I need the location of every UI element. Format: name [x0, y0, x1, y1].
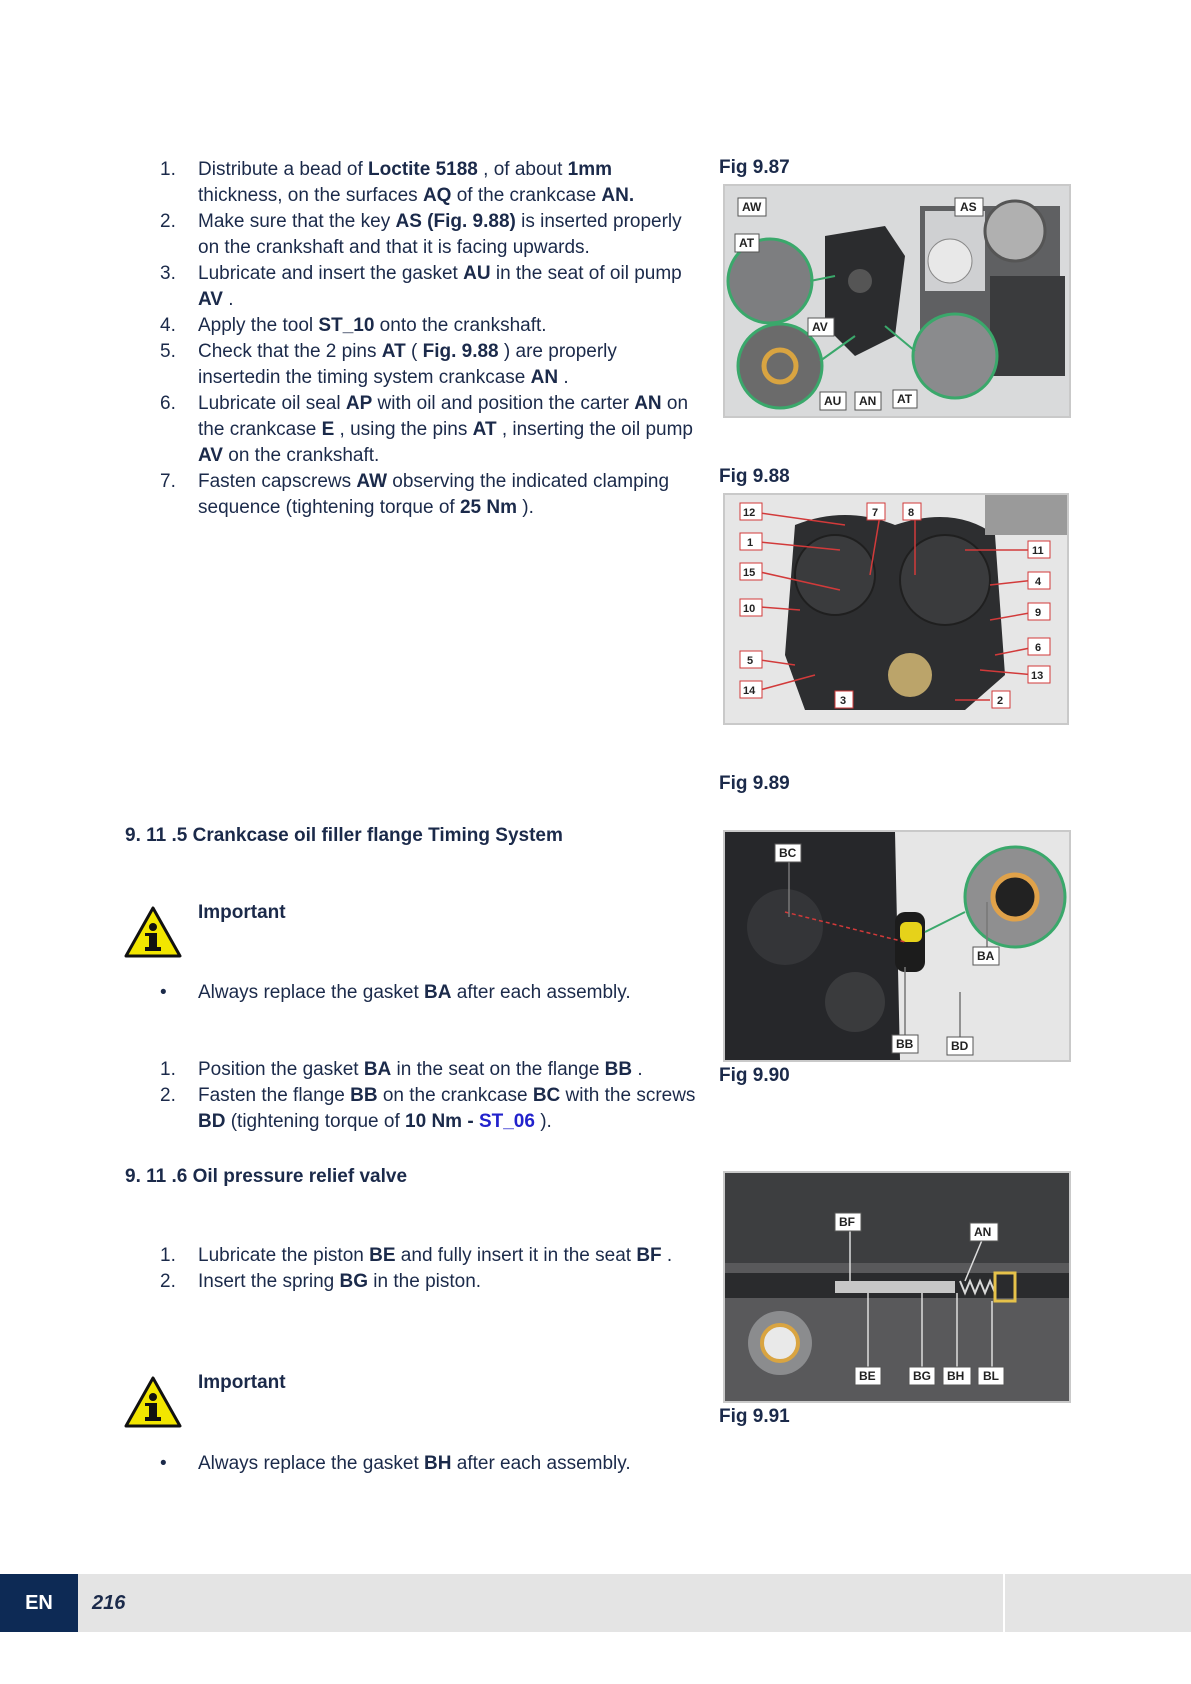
step-code: AS (Fig. 9.88): [395, 211, 516, 232]
step-text: (: [405, 341, 423, 362]
fig88-label-10: 10: [743, 603, 756, 615]
fig88-label-4: 4: [1035, 576, 1042, 588]
step-number: 1.: [160, 1245, 176, 1266]
bullet-text: Always replace the gasket: [198, 1453, 425, 1474]
step-text: .: [661, 1245, 673, 1266]
footer-divider: [1003, 1574, 1005, 1632]
step-text: (tightening torque of: [225, 1111, 406, 1132]
fig87-label-at-right: AT: [897, 392, 913, 406]
step-number: 3.: [160, 263, 176, 284]
step-code: Loctite 5188: [368, 159, 478, 180]
step-text: ).: [534, 1111, 552, 1132]
step-text: , using the pins: [334, 419, 473, 440]
fig90-label-be: BE: [859, 1369, 876, 1383]
fig88-label-9: 9: [1035, 607, 1042, 619]
step-text: .: [558, 367, 569, 388]
step-text: Distribute a bead of: [198, 159, 369, 180]
step-item: [160, 157, 700, 209]
step-text: Position the gasket: [198, 1059, 364, 1080]
step-code: Fig. 9.88: [422, 341, 499, 362]
section-9-11-5-heading: 9. 11 .5 Crankcase oil filler flange Timing System: [125, 825, 563, 846]
step-code: 10 Nm -: [405, 1111, 479, 1132]
fig88-label-12: 12: [743, 507, 756, 519]
fig88-label-7: 7: [872, 507, 879, 519]
step-code: AV: [198, 289, 223, 310]
fig87-label-an: AN: [859, 394, 877, 408]
step-code: AT: [381, 341, 406, 362]
step-number: 2.: [160, 1271, 176, 1292]
step-code: E: [321, 419, 335, 440]
step-item: [160, 339, 700, 391]
bullet-text: Always replace the gasket: [198, 982, 425, 1003]
step-text: with the screws: [560, 1085, 696, 1106]
fig87-label-au: AU: [824, 394, 842, 408]
step-code: AU: [463, 263, 491, 284]
fig88-label-8: 8: [908, 507, 915, 519]
step-code: 1mm: [567, 159, 613, 180]
bullet-text-end: after each assembly.: [451, 982, 631, 1003]
step-text: Insert the spring: [198, 1271, 340, 1292]
step-text: Fasten the flange: [198, 1085, 351, 1106]
bullet-code: BA: [424, 982, 452, 1003]
fig87-caption: Fig 9.87: [719, 157, 790, 178]
important-info-icon: [124, 1376, 182, 1428]
fig88-label-2: 2: [997, 695, 1004, 707]
step-code: BB: [350, 1085, 378, 1106]
important-label: Important: [198, 902, 286, 923]
section1-steps: [160, 157, 700, 521]
step-item: [160, 313, 700, 339]
step-text: , of about: [477, 159, 568, 180]
step-code: AT: [472, 419, 497, 440]
step-text: in the seat of oil pump: [490, 263, 682, 284]
section2-steps: [160, 1057, 700, 1135]
fig87-image: [723, 184, 1071, 418]
step-text: and fully insert it in the seat: [395, 1245, 637, 1266]
step-code: ST_06: [478, 1111, 535, 1132]
step-number: 1.: [160, 159, 176, 180]
fig88-label-13: 13: [1031, 670, 1044, 682]
step-text: in the seat on the flange: [391, 1059, 605, 1080]
fig88-label-11: 11: [1032, 545, 1044, 557]
step-number: 2.: [160, 211, 176, 232]
step-text: Fasten capscrews: [198, 471, 357, 492]
step-text: on the crankshaft.: [222, 445, 380, 466]
step-text: onto the crankshaft.: [374, 315, 547, 336]
step-text: ).: [517, 497, 534, 518]
step-item: [160, 391, 700, 469]
step-number: 4.: [160, 315, 176, 336]
fig90-label-bh: BH: [947, 1369, 965, 1383]
step-code: BG: [339, 1271, 369, 1292]
step-text: ) are properly insertedin the timing system crankcase: [198, 341, 617, 388]
fig90-label-bg: BG: [913, 1369, 931, 1383]
fig90-label-bf: BF: [839, 1215, 855, 1229]
fig88-caption: Fig 9.88: [719, 466, 790, 487]
fig89-label-bc: BC: [779, 846, 797, 860]
fig89-caption: Fig 9.89: [719, 773, 790, 794]
step-text: in the piston.: [368, 1271, 482, 1292]
step-text: thickness, on the surfaces: [198, 185, 423, 206]
bullet-dot: •: [160, 1453, 167, 1474]
step-text: with oil and position the carter: [372, 393, 635, 414]
step-code: BA: [363, 1059, 392, 1080]
step-text: .: [632, 1059, 643, 1080]
bullet-dot: •: [160, 982, 167, 1003]
step-code: AW: [356, 471, 388, 492]
step-text: Check that the 2 pins: [198, 341, 382, 362]
step-text: .: [222, 289, 234, 310]
step-item: [160, 1269, 700, 1295]
fig90-label-bl: BL: [983, 1369, 999, 1383]
fig90-image: [723, 1171, 1071, 1403]
step-code: AQ: [422, 185, 452, 206]
step-text: Lubricate oil seal: [198, 393, 346, 414]
step-code: BD: [198, 1111, 226, 1132]
step-code: ST_10: [318, 315, 375, 336]
fig87-label-aw: AW: [742, 200, 762, 214]
fig88-image: [723, 493, 1069, 725]
step-code: AN.: [601, 185, 635, 206]
step-number: 7.: [160, 471, 176, 492]
step-number: 5.: [160, 341, 176, 362]
step-text: of the crankcase: [451, 185, 602, 206]
bullet-code: BH: [424, 1453, 452, 1474]
fig87-label-at-left: AT: [739, 236, 755, 250]
step-text: on the crankcase: [377, 1085, 533, 1106]
step-item: [160, 1083, 700, 1135]
step-text: is inserted properly on the crankshaft and that it is facing upwards.: [198, 211, 682, 258]
step-item: [160, 469, 700, 521]
step-text: Make sure that the key: [198, 211, 396, 232]
step-code: AN: [634, 393, 662, 414]
step-number: 1.: [160, 1059, 176, 1080]
step-code: AN: [530, 367, 559, 388]
step-number: 2.: [160, 1085, 176, 1106]
step-number: 6.: [160, 393, 176, 414]
fig89-label-bb: BB: [896, 1037, 914, 1051]
fig88-label-6: 6: [1035, 642, 1042, 654]
fig89-label-ba: BA: [977, 949, 995, 963]
step-code: BE: [369, 1245, 396, 1266]
fig90-caption: Fig 9.90: [719, 1065, 790, 1086]
step-code: BC: [532, 1085, 561, 1106]
step-text: observing the indicated clamping sequence (tightening torque of: [198, 471, 670, 518]
fig88-label-5: 5: [747, 655, 754, 667]
fig88-label-3: 3: [840, 695, 847, 707]
section-9-11-6-heading: 9. 11 .6 Oil pressure relief valve: [125, 1166, 408, 1187]
bullet-text-end: after each assembly.: [451, 1453, 631, 1474]
step-text: on the crankcase: [198, 393, 689, 440]
step-item: [160, 1057, 700, 1083]
language-badge: EN: [0, 1574, 78, 1632]
fig88-label-14: 14: [743, 685, 756, 697]
page-number: 216: [92, 1592, 126, 1614]
fig88-label-1: 1: [747, 537, 754, 549]
step-item: [160, 1243, 700, 1269]
important-label: Important: [198, 1372, 286, 1393]
step-text: Apply the tool: [198, 315, 319, 336]
step-text: Lubricate and insert the gasket: [198, 263, 464, 284]
step-code: AV: [198, 445, 223, 466]
step-code: 25 Nm: [459, 497, 517, 518]
page-footer: [0, 1574, 1191, 1632]
fig89-image: [723, 830, 1071, 1062]
fig91-caption: Fig 9.91: [719, 1406, 790, 1427]
fig88-label-15: 15: [743, 567, 756, 579]
step-text: , inserting the oil pump: [496, 419, 694, 440]
step-code: BF: [636, 1245, 662, 1266]
important-info-icon: [124, 906, 182, 958]
fig87-label-as: AS: [960, 200, 977, 214]
fig87-label-av: AV: [812, 320, 828, 334]
fig89-label-bd: BD: [951, 1039, 969, 1053]
section3-steps: [160, 1243, 700, 1295]
step-code: BB: [604, 1059, 633, 1080]
step-item: [160, 261, 700, 313]
step-item: [160, 209, 700, 261]
step-text: Lubricate the piston: [198, 1245, 370, 1266]
fig90-label-an: AN: [974, 1225, 992, 1239]
step-code: AP: [345, 393, 373, 414]
